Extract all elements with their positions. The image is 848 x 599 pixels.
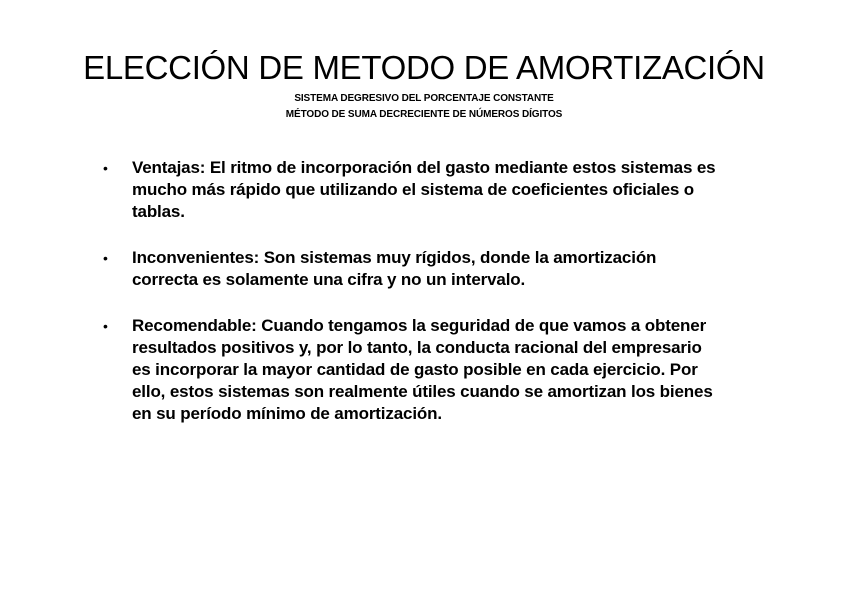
bullet-dot-icon: •	[103, 160, 108, 176]
bullet-text-recomendable: Recomendable: Cuando tengamos la seguridad de que vamos a obtener resultados positivos y, por lo tanto, la conducta racional del empresario es incorporar la mayor cantidad de gasto posible en cada ejercicio. Por ello, estos sistemas son realmente útiles cuando se amortizan los bienes en su período mínimo de amortización.	[132, 316, 713, 423]
bullet-dot-icon: •	[103, 318, 108, 334]
subtitle-line-2: MÉTODO DE SUMA DECRECIENTE DE NÚMEROS DÍGITOS	[285, 109, 563, 120]
bullet-ventajas	[103, 157, 723, 223]
slide-title: ELECCIÓN DE METODO DE AMORTIZACIÓN	[83, 49, 765, 86]
bullet-inconvenientes	[103, 247, 723, 291]
bullet-list	[103, 157, 723, 425]
bullet-text-inconvenientes: Inconvenientes: Son sistemas muy rígidos, donde la amortización correcta es solamente una cifra y no un intervalo.	[132, 248, 657, 289]
subtitle-line-1: SISTEMA DEGRESIVO DEL PORCENTAJE CONSTANTE	[294, 93, 554, 104]
bullet-text-ventajas: Ventajas: El ritmo de incorporación del gasto mediante estos sistemas es mucho más rápido que utilizando el sistema de coeficientes oficiales o tablas.	[132, 158, 716, 221]
bullet-recomendable	[103, 315, 723, 425]
bullet-dot-icon: •	[103, 250, 108, 266]
